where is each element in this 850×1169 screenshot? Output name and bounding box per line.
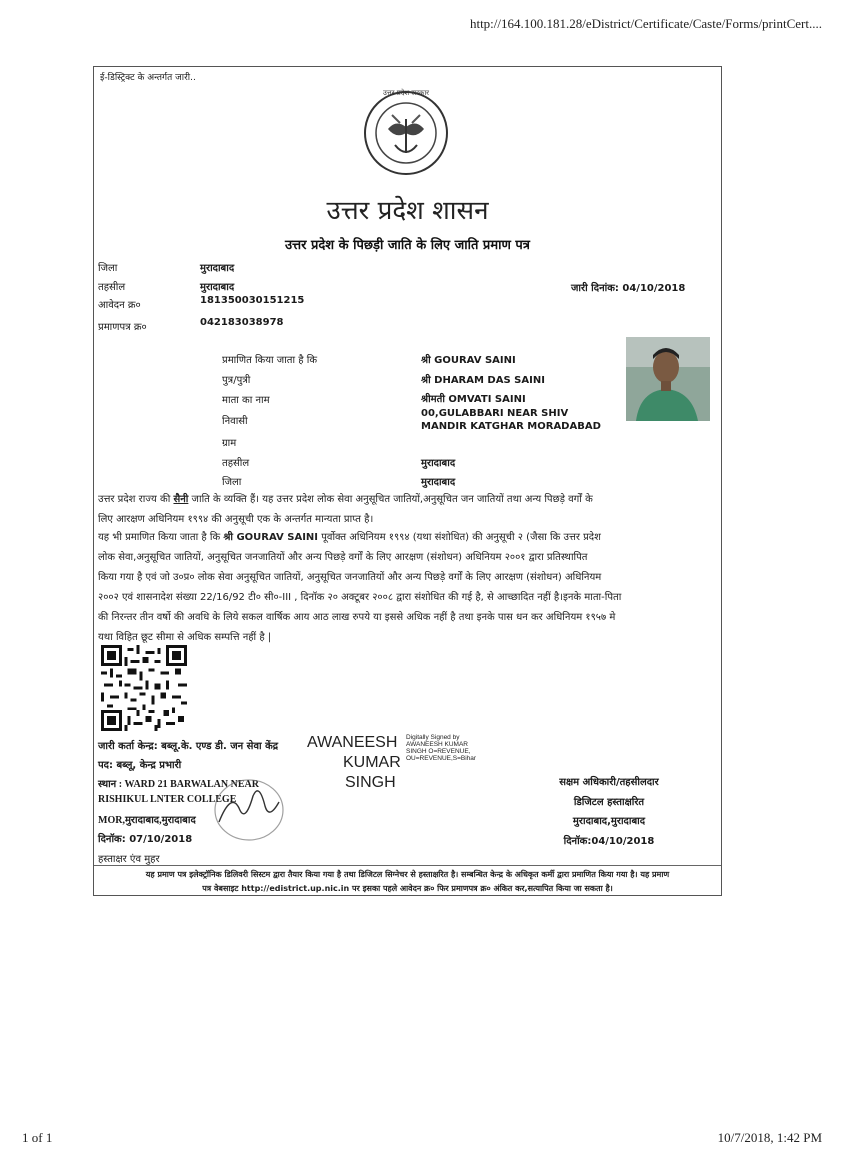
para2-line4: २००२ एवं शासनादेश संख्या 22/16/92 टी० सी०-III , दिनॉक २० अक्टूबर २००८ द्वारा संशोधित की गई है, से आच्छादित नहीं है।इनके माता-पिता (98, 592, 622, 603)
certify-label: प्रमाणित किया जाता है कि (222, 355, 318, 366)
issuer-place-line3: MOR,मुरादाबाद,मुरादाबाद (98, 815, 196, 826)
digital-signature-detail2: AWANEESH KUMAR (406, 741, 468, 748)
authority-date: दिनॉक:04/10/2018 (563, 836, 655, 847)
father-name: श्री DHARAM DAS SAINI (421, 375, 545, 386)
para1-text-pre: उत्तर प्रदेश राज्य की (98, 494, 174, 505)
details-district-value: मुरादाबाद (421, 477, 456, 488)
certificate-number-label: प्रमाणपत्र क्र० (98, 322, 147, 333)
address-line2: MANDIR KATGHAR MORADABAD (421, 421, 601, 432)
issuer-place-line1: स्थान : WARD 21 BARWALAN NEAR (98, 779, 259, 790)
address-line1: 00,GULABBARI NEAR SHIV (421, 408, 569, 419)
para1-line2: लिए आरक्षण अधिनियम १९९४ की अनुसूची एक के अन्तर्गत मान्यता प्राप्त है। (98, 514, 374, 525)
issuer-post: पद: बब्लू, केन्द्र प्रभारी (98, 760, 182, 771)
para2-text-post: पूर्वोक्त अधिनियम १९९४ (यथा संशोधित) की अनुसूची २ (जैसा कि उत्तर प्रदेश (318, 532, 601, 543)
certificate (93, 66, 722, 896)
application-label: आवेदन क्र० (98, 300, 141, 311)
issuing-center: जारी कर्ता केन्द्र: बब्लू.के. एण्ड डी. जन सेवा केंद्र (98, 741, 279, 752)
digital-signer-name-line1: AWANEESH (307, 734, 398, 751)
digital-signature-detail3: SINGH O=REVENUE, (406, 748, 471, 755)
print-url: http://164.100.181.28/eDistrict/Certificate/Caste/Forms/printCert.... (469, 16, 822, 31)
application-number: 181350030151215 (200, 295, 305, 306)
tehsil-label: तहसील (98, 282, 126, 293)
caste-statement (98, 490, 714, 530)
para2-applicant-name: श्री GOURAV SAINI (223, 532, 319, 543)
applicant-photo (626, 337, 710, 421)
para2-text-pre: यह भी प्रमाणित किया जाता है कि (98, 532, 224, 543)
footer-divider (94, 865, 721, 866)
details-tehsil-label: तहसील (222, 458, 250, 469)
mother-name: श्रीमती OMVATI SAINI (421, 394, 526, 405)
authority-place: मुरादाबाद,मुरादाबाद (572, 816, 646, 827)
para2-line5: की निरन्तर तीन वर्षो की अवधि के लिये सकल वार्षिक आय आठ लाख रुपये या इससे अधिक नहीं है तथा इनके पास धन कर अधिनियम १९५७ मे (98, 612, 616, 623)
certificate-number: 042183038978 (200, 317, 284, 328)
issuer-place-line2: RISHIKUL LNTER COLLEGE (98, 794, 237, 805)
non-creamy-layer-statement (98, 528, 714, 648)
footer-line1: यह प्रमाण पत्र इलेक्ट्रॉनिक डिलिवरी सिस्टम द्वारा तैयार किया गया है तथा डिजिटल सिग्नेचर से हस्ताक्षरित है। सम्बन्धित केन्द्र के अधिकृत कर्मी द्वारा प्रमाणित किया गया है। यह प्रमाण (145, 870, 670, 879)
issued-under-text: ई-डिस्ट्रिक्ट के अन्तर्गत जारी.. (100, 73, 196, 83)
digital-signature-detail1: Digitally Signed by (406, 734, 460, 741)
district-value: मुरादाबाद (200, 263, 235, 274)
details-tehsil-value: मुरादाबाद (421, 458, 456, 469)
para2-line2: लोक सेवा,अनुसूचित जातियों, अनुसूचित जनजातियों और अन्य पिछड़े वर्गों के लिए आरक्षण (संशोधन) अधिनियम २००१ द्वारा प्रतिस्थापित (98, 552, 588, 563)
mother-label: माता का नाम (222, 395, 270, 406)
digital-signature-detail4: OU=REVENUE,S=Bihar (406, 755, 477, 762)
print-timestamp: 10/7/2018, 1:42 PM (717, 1130, 822, 1145)
digital-signature-details (406, 734, 476, 762)
tehsil-value: मुरादाबाद (200, 282, 235, 293)
digital-signer-name-line3: SINGH (345, 774, 396, 791)
para2-line3: किया गया है एवं जो उ०प्र० लोक सेवा अनुसूचित जातियों, अनुसूचित जनजातियों और अन्य पिछड़े वर्गों के लिए आरक्षण (संशोधन) अधिनियम (98, 572, 602, 583)
government-heading: उत्तर प्रदेश शासन (326, 196, 489, 226)
emblem-caption: उत्तर प्रदेश सरकार (382, 89, 430, 97)
issue-date: जारी दिनांक: 04/10/2018 (571, 283, 686, 294)
issuer-date: दिनॉक: 07/10/2018 (98, 834, 193, 845)
certificate-title: उत्तर प्रदेश के पिछड़ी जाति के लिए जाति प्रमाण पत्र (285, 238, 530, 253)
qr-code (99, 645, 189, 731)
authority-signature: डिजिटल हस्ताक्षरित (573, 797, 645, 808)
child-of-label: पुत्र/पुत्री (222, 375, 251, 386)
page-counter: 1 of 1 (22, 1130, 53, 1145)
resident-label: निवासी (222, 416, 248, 427)
signature-and-seal-label: हस्ताक्षर एंव मुहर (98, 854, 160, 865)
district-label: जिला (98, 263, 118, 274)
details-district-label: जिला (222, 477, 242, 488)
footer-line2: पत्र वेबसाइट http://edistrict.up.nic.in पर इसका पहले आवेदन क्र० फिर प्रमाणपत्र क्र० अंकित कर,सत्यापित किया जा सकता है। (202, 884, 613, 893)
village-label: ग्राम (222, 438, 237, 449)
para1-text-post: जाति के व्यक्ति हैं। यह उत्तर प्रदेश लोक सेवा अनुसूचित जातियों,अनुसूचित जन जातियों तथा अन्य पिछड़े वर्गों के (188, 494, 593, 505)
authority-title: सक्षम अधिकारी/तहसीलदार (559, 777, 659, 788)
issuer-stamp (209, 772, 287, 844)
applicant-name: श्री GOURAV SAINI (421, 355, 516, 366)
para2-line6: यथा विहित छूट सीमा से अधिक सम्पत्ति नहीं है | (98, 632, 272, 643)
caste-name: सैनी (173, 494, 189, 505)
digital-signer-name-line2: KUMAR (343, 754, 401, 771)
